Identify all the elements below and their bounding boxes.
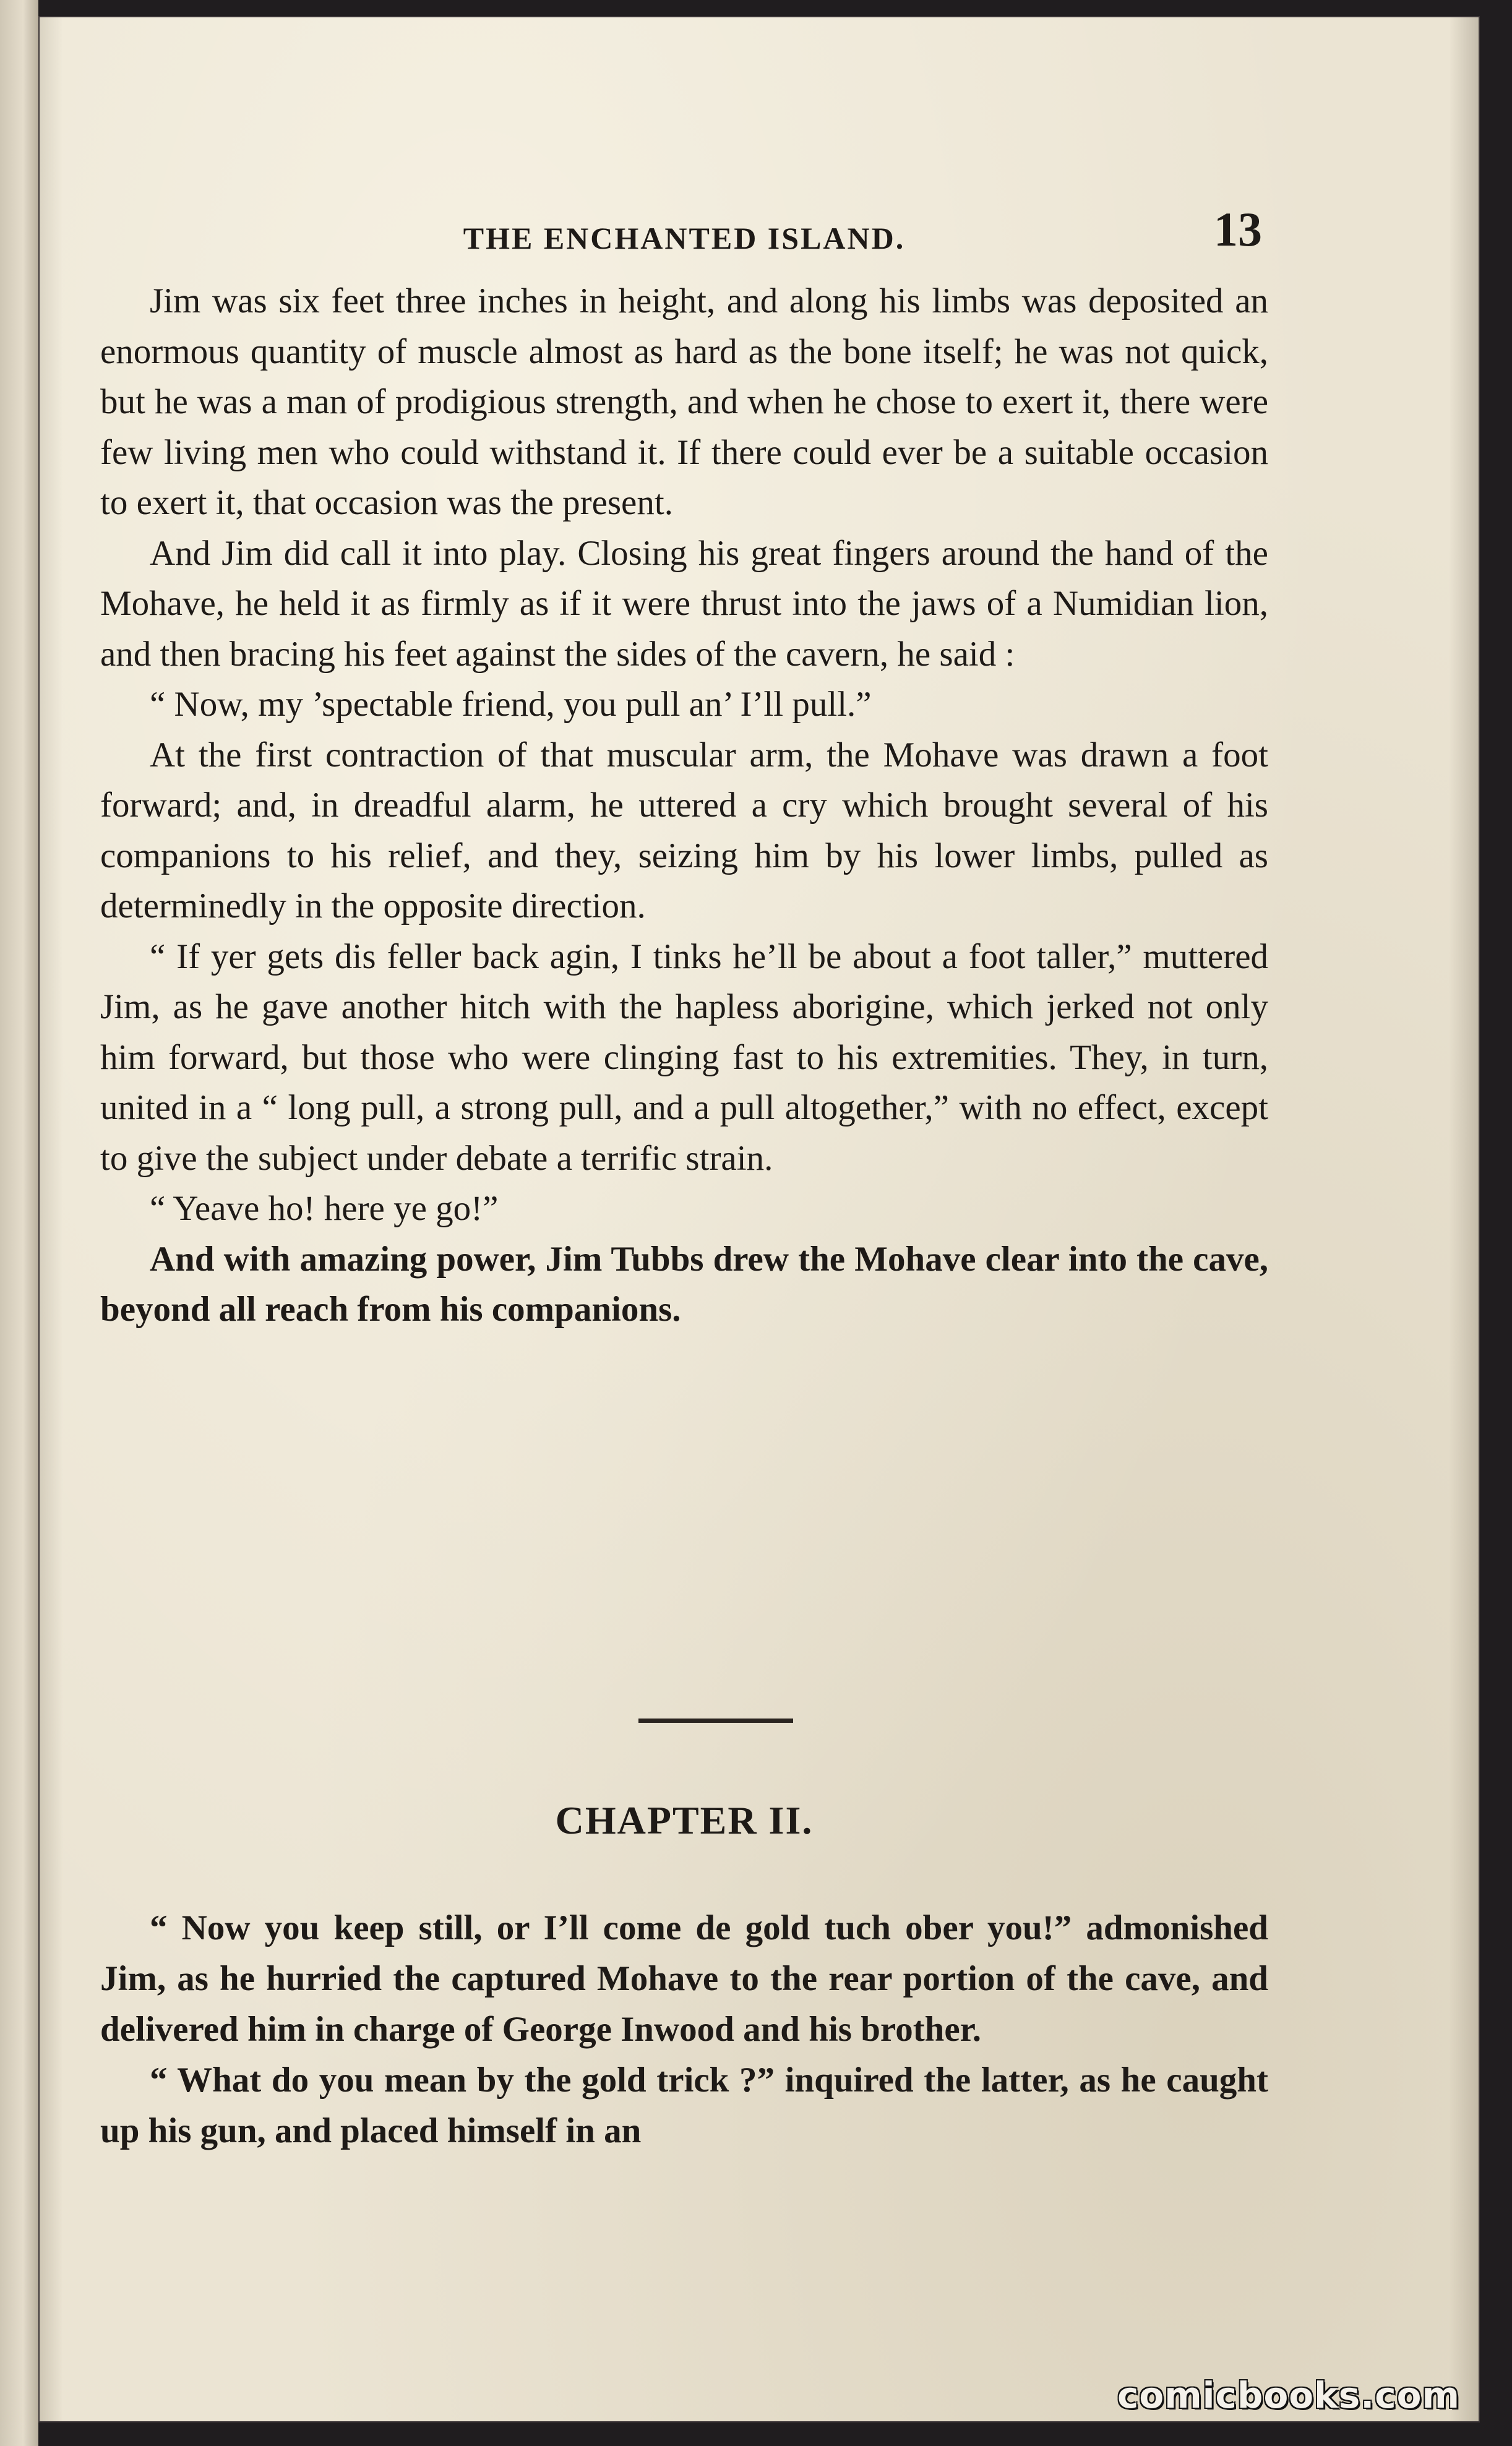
paragraph: Jim was six feet three inches in height, and along his limbs was deposited an enormous quantity of muscle almost as hard as the bone itself; he was not quick, but he was a man of prodigious strength, and when he chose to exert it, there were few living men who could withstand it. If there could ever be a suitable occasion to exert it, that occasion was the present.: [100, 281, 1268, 522]
paragraph: “ If yer gets dis feller back agin, I tinks he’ll be about a foot taller,” muttered Jim, as he gave another hitch with the hapless aborigine, which jerked not only him forward, but those who were clinging fast to his extremities. They, in turn, united in a “ long pull, a strong pull, and a pull altogether,” with no effect, except to give the subject under debate a terrific strain.: [100, 937, 1268, 1178]
paragraph: And with amazing power, Jim Tubbs drew the Mohave clear into the cave, beyond all reach from his companions.: [100, 1239, 1268, 1329]
section-rule: [638, 1719, 793, 1723]
paragraph: “ Now you keep still, or I’ll come de gold tuch ober you!” admonished Jim, as he hurried the captured Mohave to the rear portion of the cave, and delivered him in charge of George Inwood and his brother.: [100, 1908, 1268, 2049]
watermark-text: comicbooks.com: [1117, 2374, 1460, 2416]
paragraph: “ What do you mean by the gold trick ?” inquired the latter, as he caught up his gun, and placed himself in an: [100, 2061, 1268, 2150]
book-page: [38, 16, 1480, 2422]
running-head: [100, 202, 1268, 257]
running-title: THE ENCHANTED ISLAND.: [463, 221, 906, 255]
chapter-prose: [100, 1903, 1268, 2156]
chapter-heading: CHAPTER II.: [555, 1798, 814, 1842]
paragraph: At the first contraction of that muscular arm, the Mohave was drawn a foot forward; and, in dreadful alarm, he uttered a cry which brought several of his companions to his relief, and they, seizing him by his lower limbs, pulled as determinedly in the opposite direction.: [100, 735, 1268, 925]
facing-page-edge: [0, 0, 38, 2446]
page-number: 13: [1214, 202, 1262, 256]
paragraph: “ Yeave ho! here ye go!”: [150, 1189, 499, 1228]
prose-section: [100, 276, 1268, 1335]
paragraph: And Jim did call it into play. Closing his great fingers around the hand of the Mohave, he held it as firmly as if it were thrust into the jaws of a Numidian lion, and then bracing his feet against the sides of the cavern, he said :: [100, 533, 1268, 674]
paragraph: “ Now, my ’spectable friend, you pull an’ I’ll pull.”: [150, 685, 872, 724]
